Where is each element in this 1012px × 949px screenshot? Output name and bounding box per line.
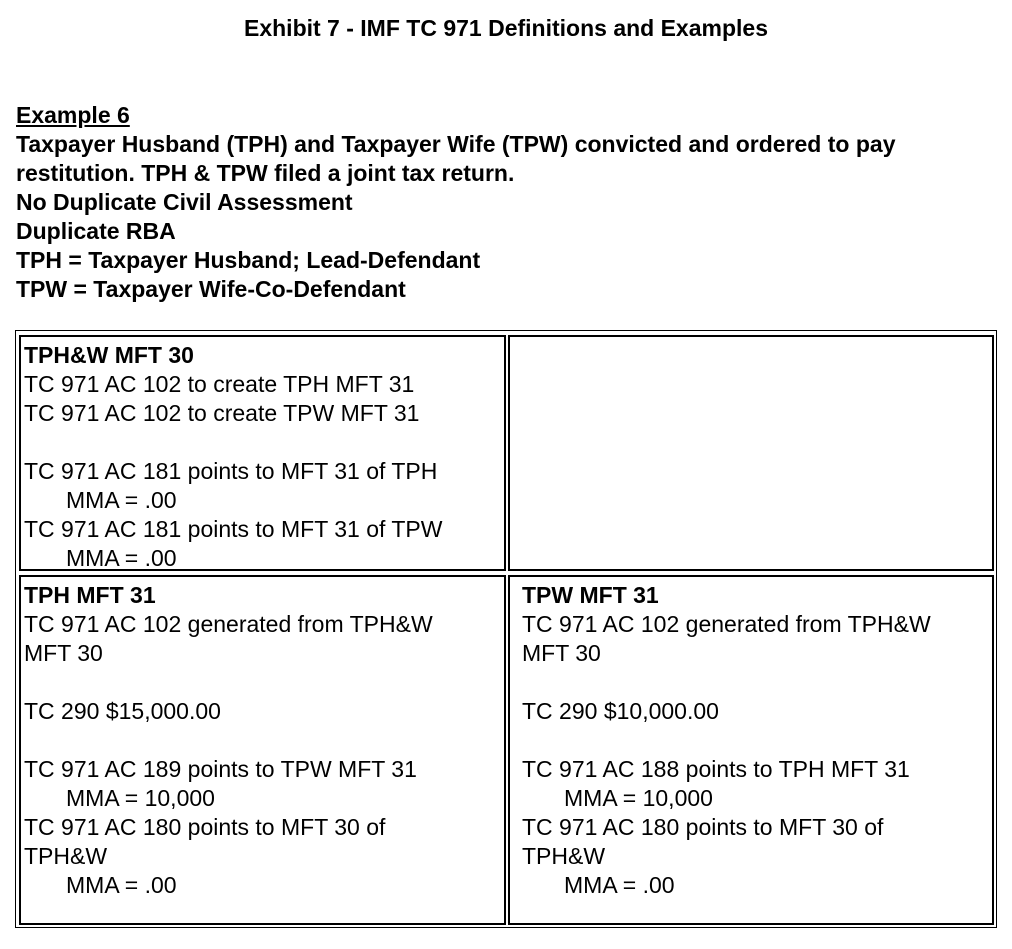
blank-line <box>24 726 504 755</box>
cell-line: TPH&W <box>522 843 606 869</box>
cell-tpw-mft-31 <box>508 575 994 925</box>
example-rba-note: Duplicate RBA <box>16 218 176 244</box>
cell-heading: TPH MFT 31 <box>24 582 156 608</box>
cell-empty <box>508 335 994 571</box>
cell-tph-mft-31 <box>19 575 506 925</box>
cell-line: TC 971 AC 181 points to MFT 31 of TPH <box>24 458 438 484</box>
cell-joint-mft-30 <box>19 335 506 571</box>
cell-line: TC 290 $10,000.00 <box>522 698 719 724</box>
cell-line-indented: MMA = .00 <box>66 487 177 513</box>
cell-line: TC 971 AC 180 points to MFT 30 of <box>522 814 884 840</box>
example-tph-definition: TPH = Taxpayer Husband; Lead-Defendant <box>16 247 481 273</box>
example-heading: Example 6 <box>16 102 130 128</box>
cell-line-indented: MMA = .00 <box>66 872 177 898</box>
cell-heading: TPH&W MFT 30 <box>24 342 194 368</box>
example-description-line-1: Taxpayer Husband (TPH) and Taxpayer Wife (TPW) convicted and ordered to pay <box>16 131 896 157</box>
cell-line: TC 971 AC 180 points to MFT 30 of <box>24 814 386 840</box>
example-intro <box>16 101 996 304</box>
cell-line: TC 971 AC 102 to create TPW MFT 31 <box>24 400 420 426</box>
cell-line: TPH&W <box>24 843 108 869</box>
cell-line: MFT 30 <box>24 640 103 666</box>
page-title: Exhibit 7 - IMF TC 971 Definitions and Examples <box>244 15 768 41</box>
mft-table <box>15 330 997 928</box>
cell-line-indented: MMA = 10,000 <box>564 785 713 811</box>
blank-line <box>24 428 504 457</box>
example-assessment-note: No Duplicate Civil Assessment <box>16 189 353 215</box>
blank-line <box>522 668 992 697</box>
cell-line: TC 971 AC 102 generated from TPH&W <box>522 611 931 637</box>
cell-line: MFT 30 <box>522 640 601 666</box>
cell-line: TC 971 AC 181 points to MFT 31 of TPW <box>24 516 443 542</box>
blank-line <box>24 668 504 697</box>
cell-line-indented: MMA = 10,000 <box>66 785 215 811</box>
cell-line-indented: MMA = .00 <box>66 545 177 571</box>
example-tpw-definition: TPW = Taxpayer Wife-Co-Defendant <box>16 276 406 302</box>
cell-line-indented: MMA = .00 <box>564 872 675 898</box>
cell-heading: TPW MFT 31 <box>522 582 659 608</box>
cell-line: TC 971 AC 188 points to TPH MFT 31 <box>522 756 910 782</box>
blank-line <box>522 726 992 755</box>
cell-line: TC 971 AC 189 points to TPW MFT 31 <box>24 756 417 782</box>
cell-line: TC 971 AC 102 generated from TPH&W <box>24 611 433 637</box>
cell-line: TC 971 AC 102 to create TPH MFT 31 <box>24 371 415 397</box>
example-description-line-2: restitution. TPH & TPW filed a joint tax return. <box>16 160 515 186</box>
cell-line: TC 290 $15,000.00 <box>24 698 221 724</box>
